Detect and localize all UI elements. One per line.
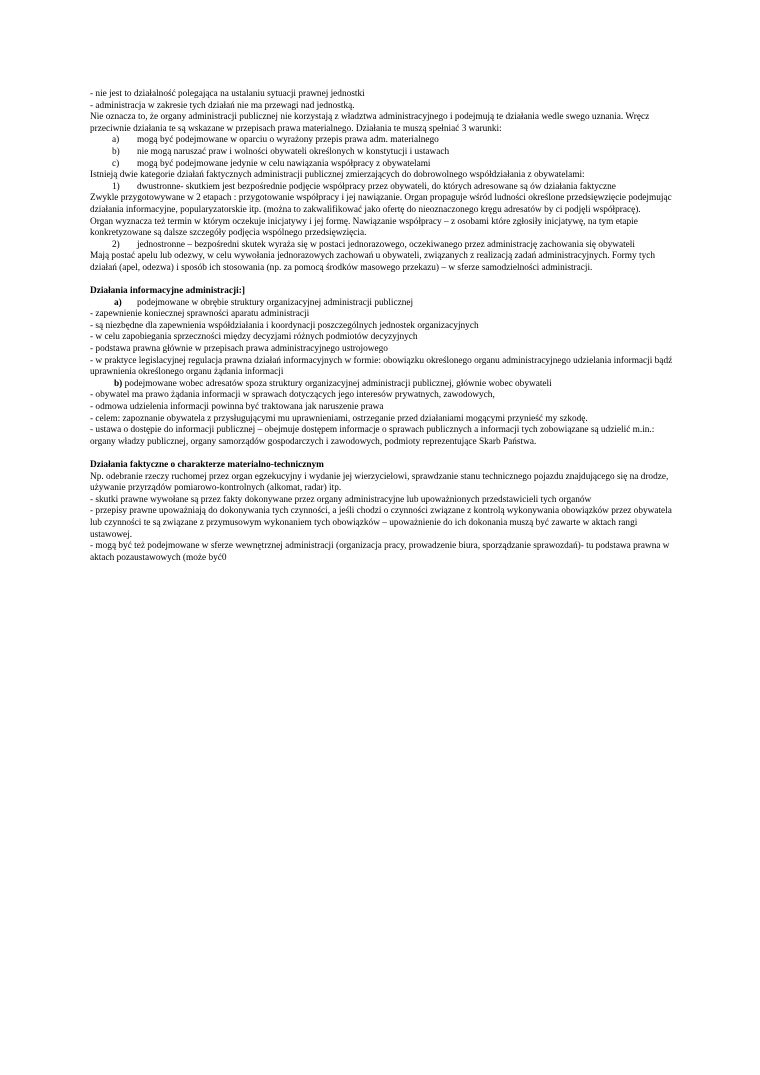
info-a-line: - są niezbędne dla zapewnienia współdziałania i koordynacji poszczególnych jednostek organizacyjnych	[90, 320, 479, 331]
info-a-line: - w celu zapobiegania sprzeczności między decyzjami różnych podmiotów decyzyjnych	[90, 332, 418, 343]
info-b-line: - ustawa o dostępie do informacji publicznej – obejmuje dostępem informacje o sprawach publicznych a informacji tych zobowiązane są udzielić m.in.: organy władzy publicznej, organy samorządów gospodarczych i zawodowych, podmioty reprezentujące Skarb Państwa.	[90, 425, 655, 447]
category-item-2: 2) jednostronne – bezpośredni skutek wyraża się w postaci jednorazowego, oczekiwanego przez administrację zachowania się obywateli	[112, 239, 635, 250]
info-a-line: - w praktyce legislacyjnej regulacja prawna działań informacyjnych w formie: obowiązku określonego organu administracyjnego udzielania informacji bądź uprawnienia określonego organu żądania informacji	[90, 355, 673, 378]
category-1-detail: Zwykle przygotowywane w 2 etapach : przygotowanie współpracy i jej nawiązanie. Organ propaguje wśród ludności określone przedsięwzięcie podejmując działania informacyjne, popularyzatorskie itp. (można to zakwalifikować jako ofertę do nieoznaczonego kręgu adresatów by ci podjęli współpracę).	[90, 193, 672, 215]
info-item-b: b) podejmowane wobec adresatów spoza struktury organizacyjnej administracji publicznej, głównie wobec obywateli	[114, 378, 552, 389]
condition-item-b: b) nie mogą naruszać praw i wolności obywateli określonych w konstytucji i ustawach	[112, 146, 450, 157]
category-item-1: 1) dwustronne- skutkiem jest bezpośrednie podjęcie współpracy przez obywateli, do których adresowane są ów działania faktyczne	[112, 181, 616, 192]
condition-item-a: a) mogą być podejmowane w oparciu o wyrażony przepis prawa adm. materialnego	[112, 135, 439, 146]
technical-line: - mogą być też podejmowane w sferze wewnętrznej administracji (organizacja pracy, prowadzenie biura, sporządzanie sprawozdań)- tu podstawa prawna w aktach pozaustawowych (może być0	[90, 541, 670, 563]
info-a-line: - podstawa prawna głównie w przepisach prawa administracyjnego ustrojowego	[90, 344, 388, 355]
info-section-heading: Działania informacyjne administracji:]	[90, 286, 245, 297]
spacer	[90, 275, 674, 287]
technical-section-heading: Działania faktyczne o charakterze materialno-technicznym	[90, 460, 324, 470]
document-page	[90, 89, 674, 564]
info-b-line: - obywatel ma prawo żądania informacji w sprawach dotyczących jego interesów prywatnych, zawodowych,	[90, 390, 495, 401]
technical-line: - przepisy prawne upoważniają do dokonywania tych czynności, a jeśli chodzi o czynności związane z kontrolą wykonywania obowiązków przez obywatela lub czynności te są związane z przymusowym wykonaniem tych obowiązków – upoważnienie do ich dokonania muszą być zawarte w aktach rangi ustawowej.	[90, 506, 672, 540]
info-a-line: - zapewnienie koniecznej sprawności aparatu administracji	[90, 309, 310, 320]
intro-line-1: - nie jest to działalność polegająca na ustalaniu sytuacji prawnej jednostki	[90, 89, 365, 99]
info-item-a: a) podejmowane w obrębie struktury organizacyjnej administracji publicznej	[114, 297, 414, 308]
intro-paragraph: Nie oznacza to, że organy administracji publicznej nie korzystają z władztwa administracyjnego i podejmują te działania wedle swego uznania. Wręcz przeciwnie działania te są wskazane w przepisach prawa materialnego. Działania te muszą spełniać 3 warunki:	[90, 112, 650, 134]
technical-line: Np. odebranie rzeczy ruchomej przez organ egzekucyjny i wydanie jej wierzycielowi, sprawdzanie stanu technicznego pojazdu znajdującego się na drodze, używanie przyrządów pomiarowo-kontrolnych (alkomat, radar) itp.	[90, 471, 669, 494]
condition-item-c: c) mogą być podejmowane jedynie w celu nawiązania współpracy z obywatelami	[112, 158, 431, 169]
intro-line-2: - administracja w zakresie tych działań nie ma przewagi nad jednostką.	[90, 100, 355, 111]
category-1-detail-2: Organ wyznacza też termin w którym oczekuje inicjatywy i jej formę. Nawiązanie współpracy – z osobami które zgłosiły inicjatywę, na tym etapie konkretyzowane są dalsze szczegóły podjęcia wspólnego przedsięwzięcia.	[90, 216, 638, 239]
info-b-line: - odmowa udzielenia informacji powinna być traktowana jak naruszenie prawa	[90, 402, 384, 413]
spacer	[90, 448, 674, 460]
info-b-line: - celem: zapoznanie obywatela z przysługującymi mu uprawnieniami, ostrzeganie przed działaniami mogącymi przynieść my szkodę.	[90, 413, 588, 424]
technical-line: - skutki prawne wywołane są przez fakty dokonywane przez organy administracyjne lub upoważnionych przedstawicieli tych organów	[90, 494, 592, 505]
categories-paragraph: Istnieją dwie kategorie działań faktycznych administracji publicznej zmierzających do dobrowolnego współdziałania z obywatelami:	[90, 170, 585, 181]
category-2-detail: Mają postać apelu lub odezwy, w celu wywołania jednorazowych zachowań u obywateli, związanych z realizacją zadań administracyjnych. Formy tych działań (apel, odezwa) i sposób ich stosowania (np. za pomocą środków masowego przekazu) – w sferze samodzielności administracji.	[90, 251, 655, 273]
